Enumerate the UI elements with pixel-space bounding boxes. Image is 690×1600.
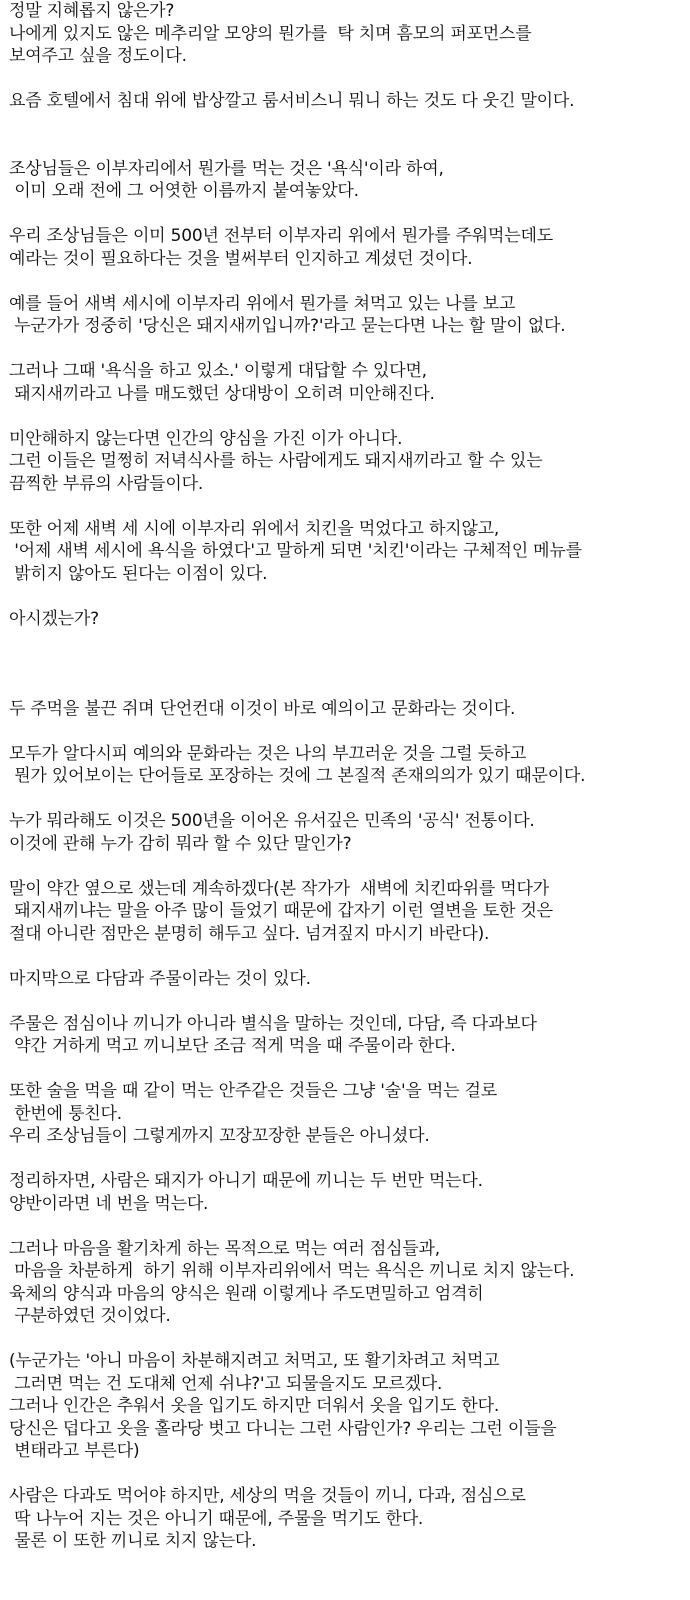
text-line: 이것에 관해 누가 감히 뭐라 할 수 있단 말인가? — [9, 833, 352, 854]
paragraph-spacer — [9, 990, 684, 1013]
paragraph-spacer — [9, 630, 684, 698]
paragraph-spacer — [9, 338, 684, 361]
paragraph — [9, 968, 684, 991]
paragraph — [9, 1170, 684, 1215]
text-line: 누군가가 정중히 '당신은 돼지새끼입니까?'라고 묻는다면 나는 할 말이 없다. — [9, 316, 566, 336]
paragraph-spacer — [9, 495, 684, 518]
text-line: 정말 지혜롭지 않은가? — [9, 1, 175, 21]
paragraph — [9, 878, 684, 946]
paragraph-spacer — [9, 68, 684, 91]
text-line: 이미 오래 전에 그 어엿한 이름까지 붙여놓았다. — [9, 181, 359, 201]
paragraph — [9, 158, 684, 203]
paragraph-spacer — [9, 405, 684, 428]
text-line: 아시겠는가? — [9, 608, 99, 629]
paragraph — [9, 0, 684, 68]
text-line: 마음을 차분하게 하기 위해 이부자리위에서 먹는 욕식은 끼니로 치지 않는다. — [9, 1261, 575, 1281]
paragraph-spacer — [9, 1328, 684, 1351]
text-line: 물론 이 또한 끼니로 치지 않는다. — [9, 1531, 257, 1551]
text-line: 누가 뭐라해도 이것은 500년을 이어온 유서깊은 민족의 '공식' 전통이다. — [9, 811, 535, 831]
paragraph — [9, 698, 684, 721]
text-line: 나에게 있지도 않은 메추리알 모양의 뭔가를 탁 치며 흠모의 퍼포먼스를 — [9, 23, 532, 44]
text-line: 마지막으로 다담과 주물이라는 것이 있다. — [9, 968, 311, 989]
paragraph — [9, 743, 684, 788]
paragraph — [9, 608, 684, 631]
text-line: 우리 조상님들이 그렇게까지 꼬장꼬장한 분들은 아니셨다. — [9, 1126, 430, 1146]
text-line: 그런 이들은 멀쩡히 저녁식사를 하는 사람에게도 돼지새끼라고 할 수 있는 — [9, 451, 543, 471]
paragraph — [9, 1485, 684, 1553]
text-line: 두 주먹을 불끈 쥐며 단언컨대 이것이 바로 예의이고 문화라는 것이다. — [9, 698, 516, 719]
text-line: 그러나 인간은 추워서 옷을 입기도 하지만 더워서 옷을 입기도 한다. — [9, 1396, 500, 1416]
text-line: 사람은 다과도 먹어야 하지만, 세상의 먹을 것들이 끼니, 다과, 점심으로 — [9, 1486, 526, 1506]
paragraph — [9, 428, 684, 496]
text-line: 조상님들은 이부자리에서 뭔가를 먹는 것은 '욕식'이라 하여, — [9, 158, 444, 179]
text-line: 한번에 퉁친다. — [9, 1103, 122, 1124]
text-line: 모두가 알다시피 예의와 문화라는 것은 나의 부끄러운 것을 그럴 듯하고 — [9, 743, 527, 764]
text-line: 예를 들어 새벽 세시에 이부자리 위에서 뭔가를 쳐먹고 있는 나를 보고 — [9, 293, 516, 314]
text-line: 변태라고 부른다) — [9, 1441, 140, 1461]
paragraph-spacer — [9, 1463, 684, 1486]
paragraph — [9, 1080, 684, 1148]
paragraph-spacer — [9, 855, 684, 878]
text-line: 우리 조상님들은 이미 500년 전부터 이부자리 위에서 뭔가를 주워먹는데도 — [9, 226, 553, 246]
paragraph — [9, 810, 684, 855]
text-line: 정리하자면, 사람은 돼지가 아니기 때문에 끼니는 두 번만 먹는다. — [9, 1171, 483, 1191]
text-line: (누군가는 '아니 마음이 차분해지려고 처먹고, 또 활기차려고 처먹고 — [9, 1351, 500, 1371]
text-line: 밝히지 않아도 된다는 이점이 있다. — [9, 563, 268, 584]
text-line: 주물은 점심이나 끼니가 아니라 별식을 말하는 것인데, 다담, 즉 다과보다 — [9, 1013, 537, 1034]
paragraph-spacer — [9, 720, 684, 743]
text-line: 양반이라면 네 번을 먹는다. — [9, 1193, 209, 1214]
text-line: 또한 술을 먹을 때 같이 먹는 안주같은 것들은 그냥 '술'을 먹는 걸로 — [9, 1081, 497, 1101]
text-line: 미안해하지 않는다면 인간의 양심을 가진 이가 아니다. — [9, 428, 403, 449]
text-line: 딱 나누어 지는 것은 아니기 때문에, 주물을 먹기도 한다. — [9, 1508, 424, 1529]
text-line: 그러나 그때 '욕식을 하고 있소.' 이렇게 대답할 수 있다면, — [9, 361, 427, 381]
paragraph — [9, 360, 684, 405]
text-line: 말이 약간 옆으로 샜는데 계속하겠다(본 작가가 새벽에 치킨따위를 먹다가 — [9, 878, 549, 899]
paragraph — [9, 1350, 684, 1463]
paragraph-spacer — [9, 945, 684, 968]
text-line: 보여주고 싶을 정도이다. — [9, 46, 187, 66]
text-line: 약간 거하게 먹고 끼니보단 조금 적게 먹을 때 주물이라 한다. — [9, 1036, 456, 1056]
text-line: 그러면 먹는 건 도대체 언제 쉬냐?'고 되물을지도 모르겠다. — [9, 1373, 443, 1394]
paragraph — [9, 90, 684, 113]
text-line: 또한 어제 새벽 세 시에 이부자리 위에서 치킨을 먹었다고 하지않고, — [9, 518, 500, 539]
paragraph-spacer — [9, 788, 684, 811]
text-line: 절대 아니란 점만은 분명히 해두고 싶다. 넘겨짚지 마시기 바란다). — [9, 923, 490, 944]
paragraph — [9, 1238, 684, 1328]
text-line: 요즘 호텔에서 침대 위에 밥상깔고 룸서비스니 뭐니 하는 것도 다 웃긴 말이다. — [9, 91, 575, 111]
paragraph — [9, 225, 684, 270]
paragraph-spacer — [9, 1058, 684, 1081]
paragraph — [9, 1013, 684, 1058]
text-line: 당신은 덥다고 옷을 홀라당 벗고 다니는 그런 사람인가? 우리는 그런 이들을 — [9, 1418, 557, 1439]
paragraph — [9, 293, 684, 338]
paragraph-spacer — [9, 203, 684, 226]
paragraph-spacer — [9, 1148, 684, 1171]
text-line: 구분하였던 것이었다. — [9, 1306, 171, 1326]
paragraph-spacer — [9, 270, 684, 293]
text-line: 육체의 양식과 마음의 양식은 원래 이렇게나 주도면밀하고 엄격히 — [9, 1283, 484, 1304]
text-line: 돼지새끼라고 나를 매도했던 상대방이 오히려 미안해진다. — [9, 383, 435, 404]
paragraph-spacer — [9, 585, 684, 608]
text-line: '어제 새벽 세시에 욕식을 하였다'고 말하게 되면 '치킨'이라는 구체적인 메뉴를 — [9, 541, 582, 561]
paragraph-spacer — [9, 113, 684, 158]
text-line: 예라는 것이 필요하다는 것을 벌써부터 인지하고 계셨던 것이다. — [9, 248, 473, 269]
paragraph-spacer — [9, 1215, 684, 1238]
text-line: 돼지새끼냐는 말을 아주 많이 들었기 때문에 갑자기 이런 열변을 토한 것은 — [9, 901, 553, 921]
text-line: 뭔가 있어보이는 단어들로 포장하는 것에 그 본질적 존재의의가 있기 때문이다. — [9, 766, 586, 786]
paragraph — [9, 518, 684, 586]
text-line: 그러나 마음을 활기차게 하는 목적으로 먹는 여러 점심들과, — [9, 1238, 440, 1259]
text-line: 끔찍한 부류의 사람들이다. — [9, 473, 204, 494]
